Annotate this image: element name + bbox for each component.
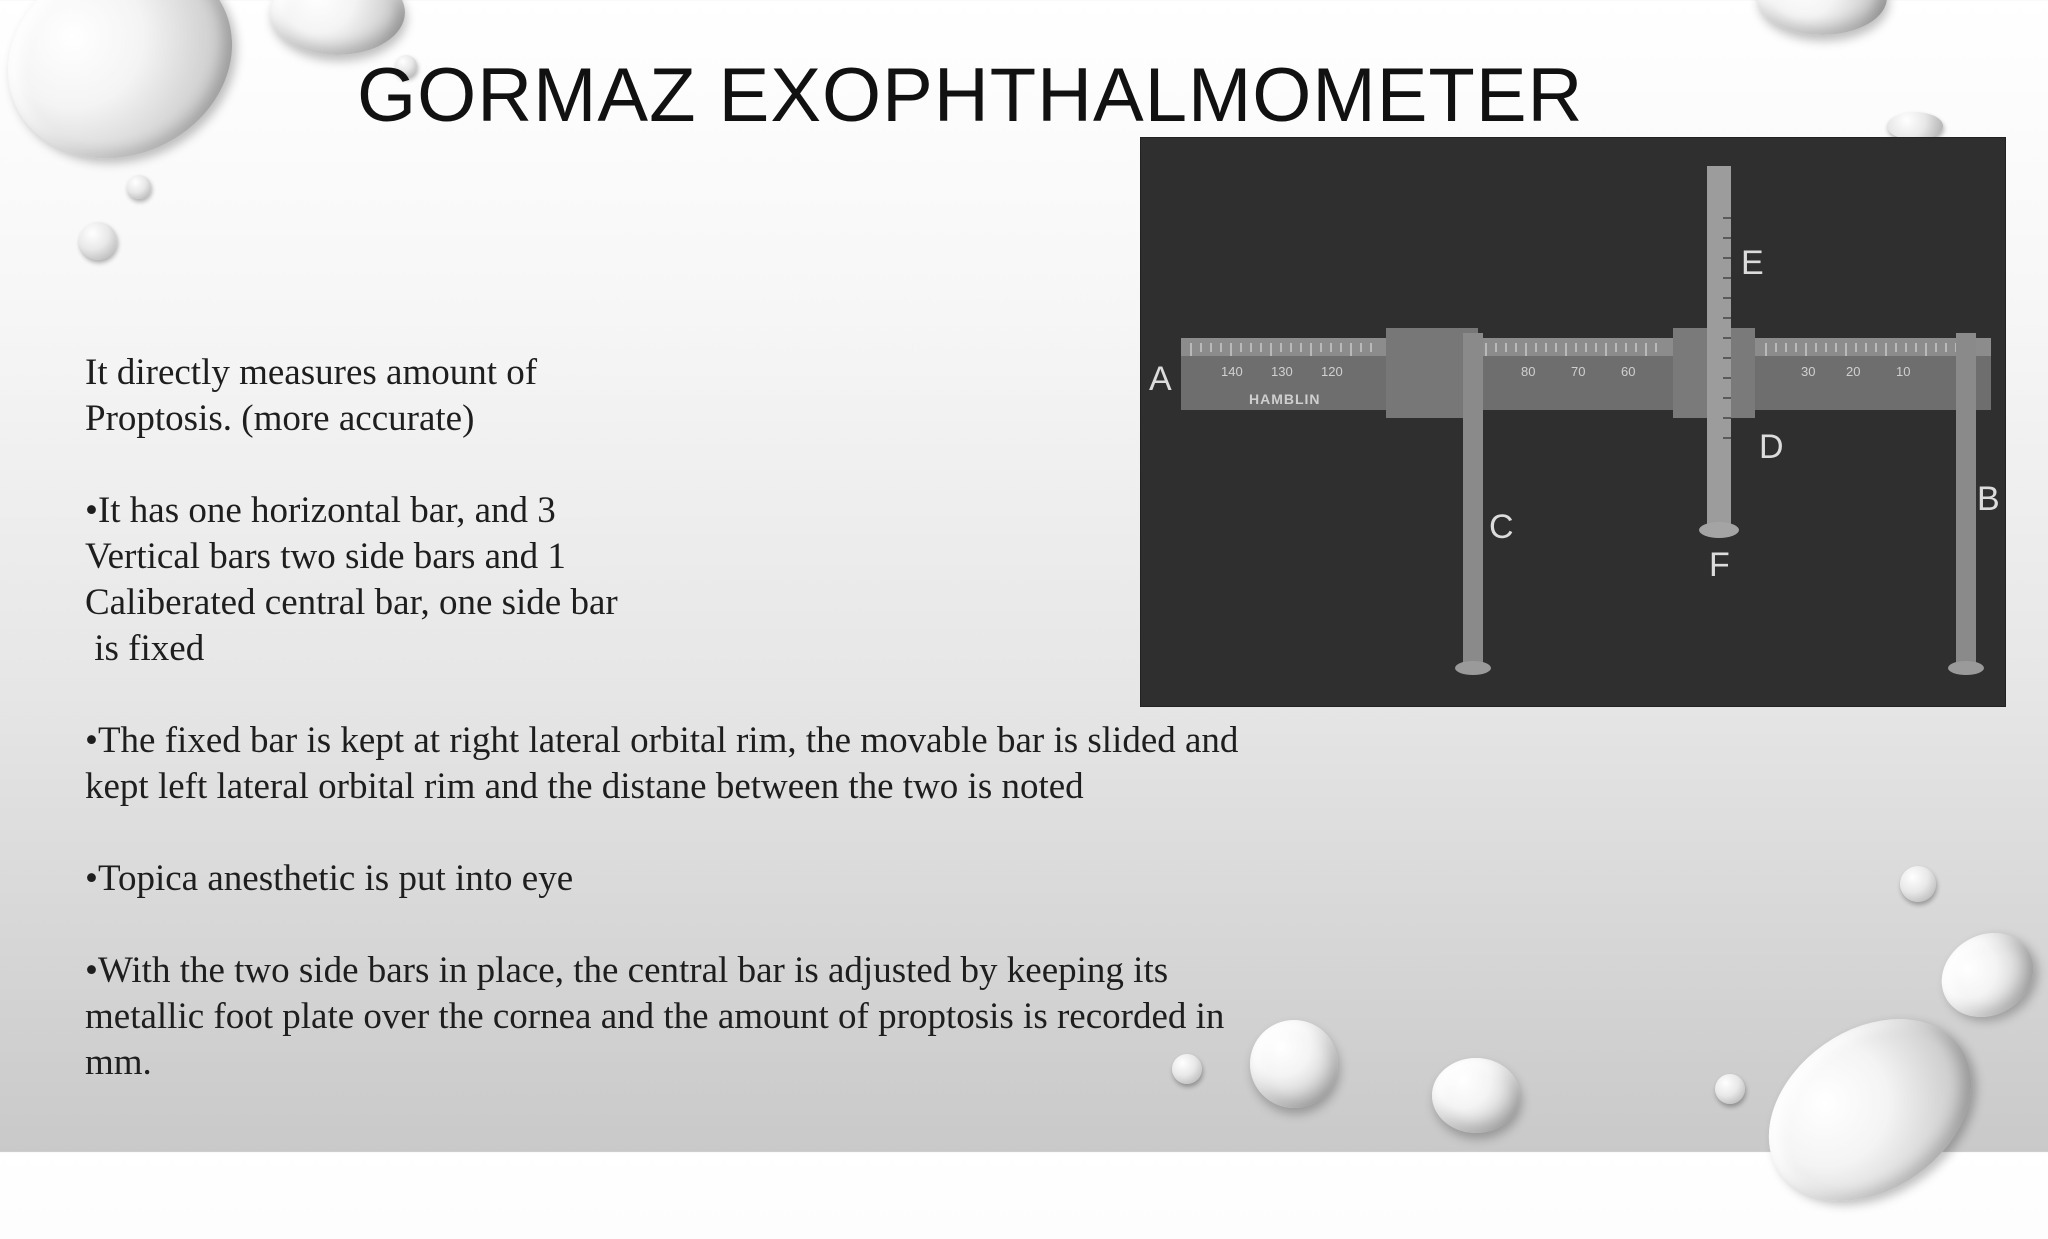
water-drop [1887, 112, 1943, 140]
water-drop [270, 0, 405, 55]
maker-brand: HAMBLIN [1249, 391, 1321, 407]
label-d: D [1759, 428, 1784, 466]
body-bullet-bars: •It has one horizontal bar, and 3 Vertical bars two side bars and 1 Caliberated central bar, one side bar is fixed [85, 490, 618, 669]
water-drop [79, 222, 117, 260]
exophthalmometer-photo [1141, 138, 2005, 706]
central-calibrated-bar [1707, 166, 1731, 526]
exophthalmometer-illustration [1141, 138, 2005, 706]
scale-number: 80 [1521, 364, 1536, 379]
foot-plate [1699, 522, 1739, 538]
label-a: A [1149, 360, 1172, 398]
body-bullet-fixed-bar: •The fixed bar is kept at right lateral orbital rim, the movable bar is slided and kept left lateral orbital rim and the distane between the two is noted [85, 720, 1239, 807]
scale-number: 20 [1846, 364, 1861, 379]
scale-number: 60 [1621, 364, 1636, 379]
water-drop [1926, 917, 2048, 1034]
label-f: F [1709, 546, 1730, 584]
side-bar-b [1956, 333, 1976, 663]
water-drop [1715, 1074, 1745, 1104]
label-e: E [1741, 244, 1764, 282]
label-b: B [1977, 480, 2000, 518]
body-paragraph-intro: It directly measures amount of Proptosis. (more accurate) [85, 352, 538, 439]
water-drop [1734, 981, 2006, 1238]
slide-body [85, 350, 1265, 1132]
water-drop [1757, 0, 1887, 35]
water-drop [1432, 1058, 1520, 1133]
water-drop [127, 175, 151, 199]
scale-number: 10 [1896, 364, 1911, 379]
label-c: C [1489, 508, 1514, 546]
water-drop [0, 0, 265, 194]
scale-number: 70 [1571, 364, 1586, 379]
body-bullet-anesthetic: •Topica anesthetic is put into eye [85, 858, 574, 899]
scale-number: 140 [1221, 364, 1243, 379]
water-drop [1900, 866, 1936, 902]
scale-number: 120 [1321, 364, 1343, 379]
slide-title: GORMAZ EXOPHTHALMOMETER [357, 53, 1584, 138]
side-bar-c [1463, 333, 1483, 663]
body-bullet-central-bar: •With the two side bars in place, the central bar is adjusted by keeping its metallic foot plate over the cornea and the amount of proptosis is recorded in mm. [85, 950, 1225, 1083]
scale-number: 130 [1271, 364, 1293, 379]
scale-number: 30 [1801, 364, 1816, 379]
